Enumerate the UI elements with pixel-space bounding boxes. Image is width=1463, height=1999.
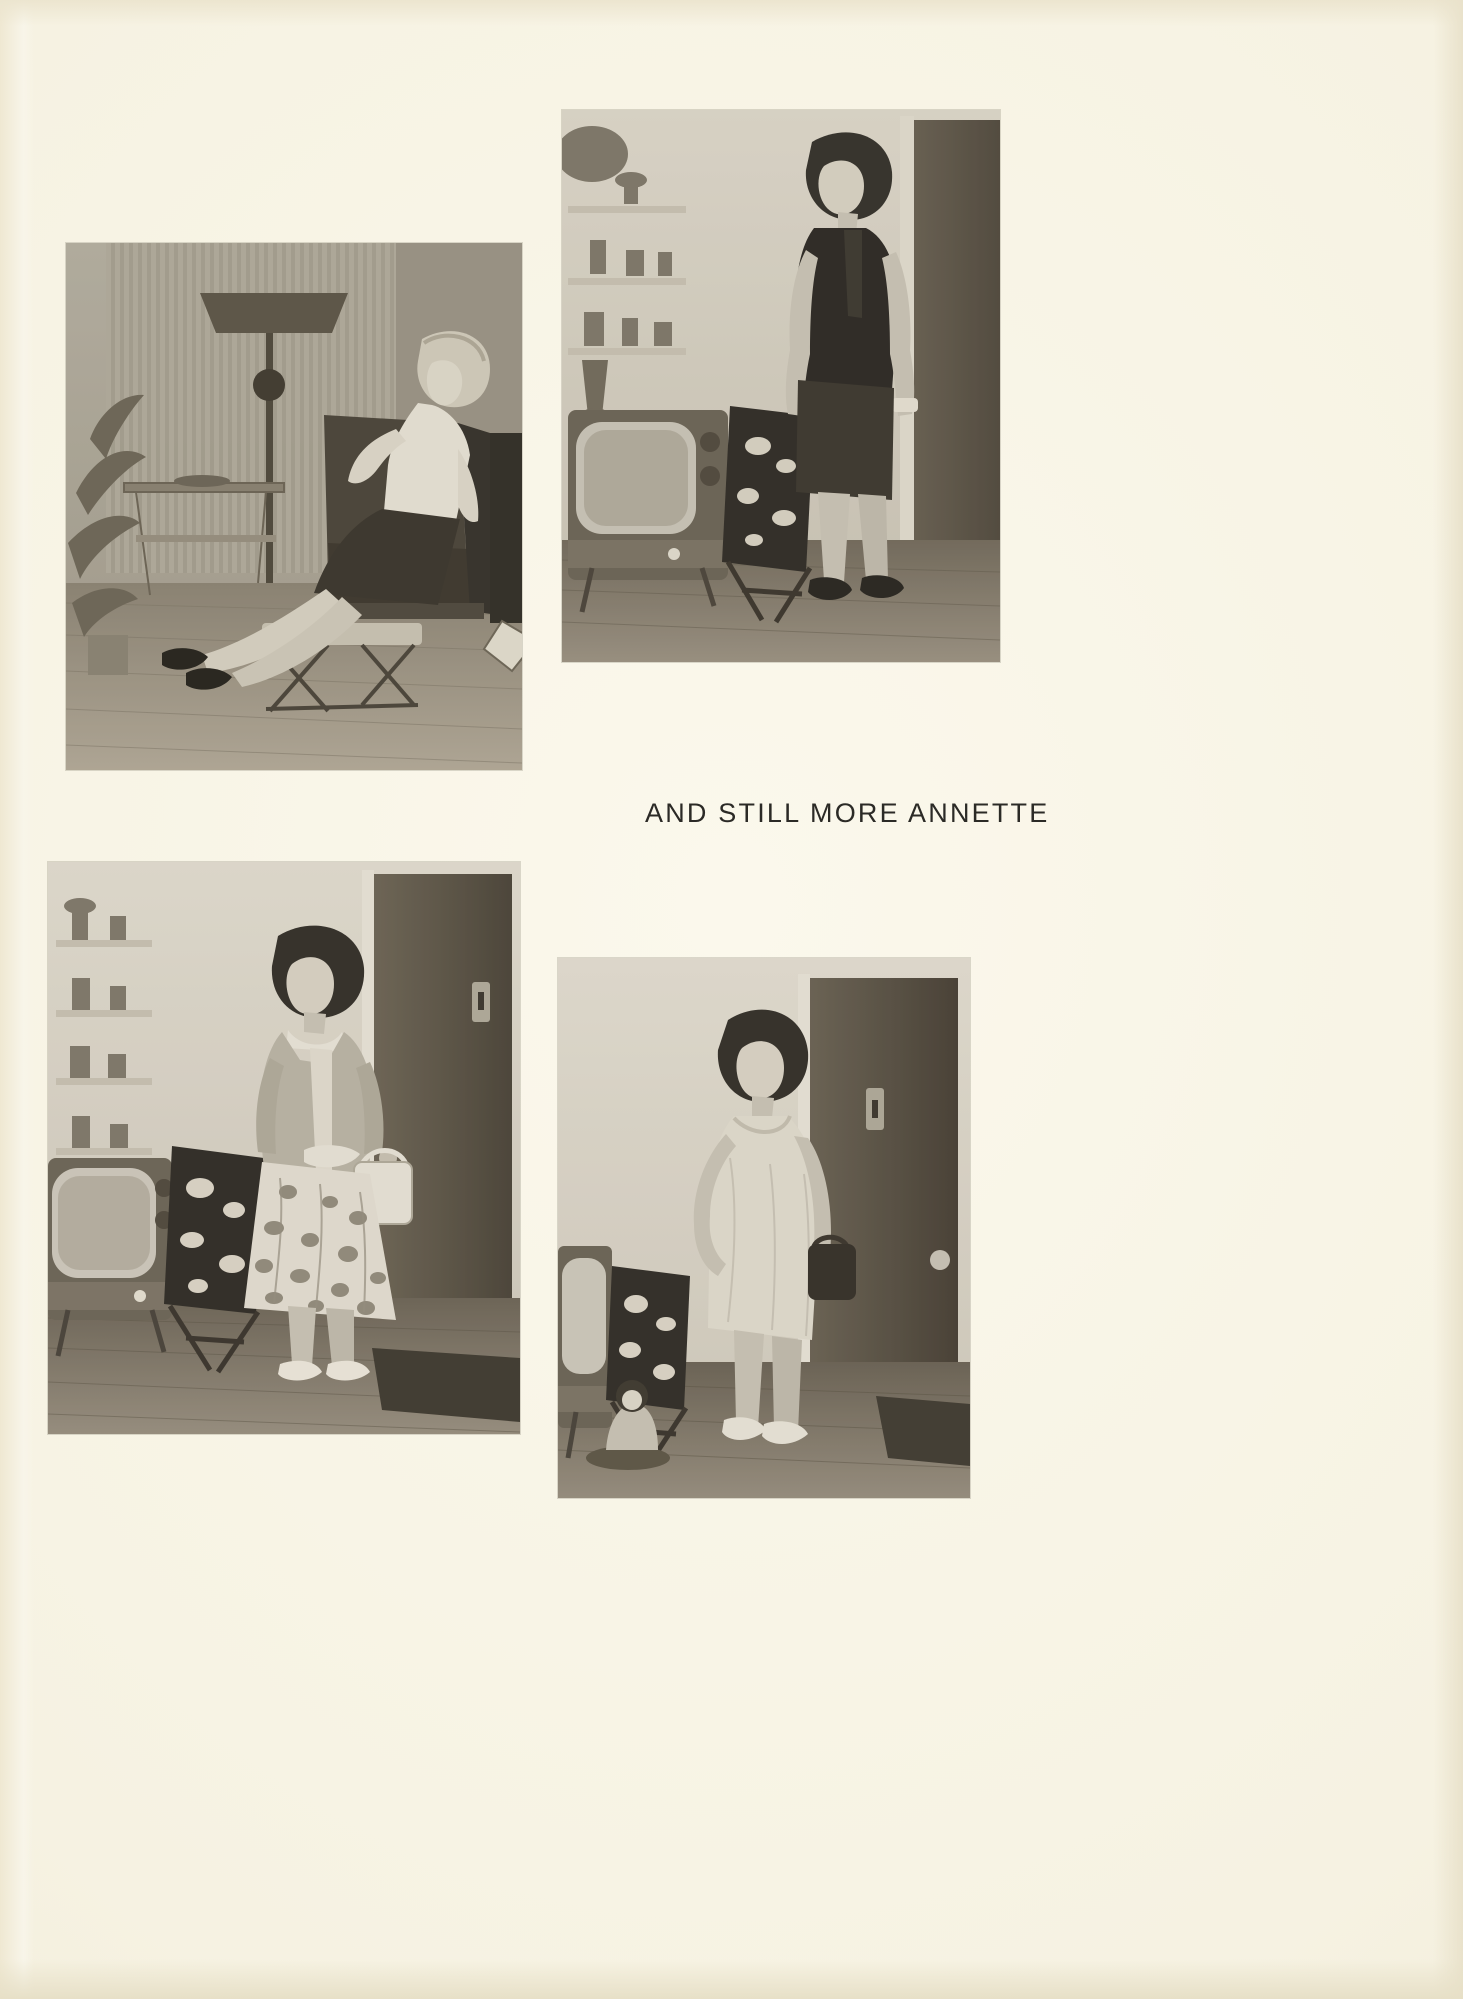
photo-sheath-dress xyxy=(558,958,970,1498)
paper-edge-top xyxy=(0,0,1463,26)
paper-edge-bottom xyxy=(0,1959,1463,1999)
paper-edge-left xyxy=(0,0,34,1999)
photo-image xyxy=(558,958,970,1498)
photo-image xyxy=(48,862,520,1434)
page-caption: AND STILL MORE ANNETTE xyxy=(645,798,1050,828)
photo-living-room-seated xyxy=(66,243,522,770)
paper-edge-right xyxy=(1433,0,1463,1999)
photo-image xyxy=(562,110,1000,662)
photo-vest-and-skirt xyxy=(562,110,1000,662)
photo-floral-skirt xyxy=(48,862,520,1434)
photo-image xyxy=(66,243,522,770)
